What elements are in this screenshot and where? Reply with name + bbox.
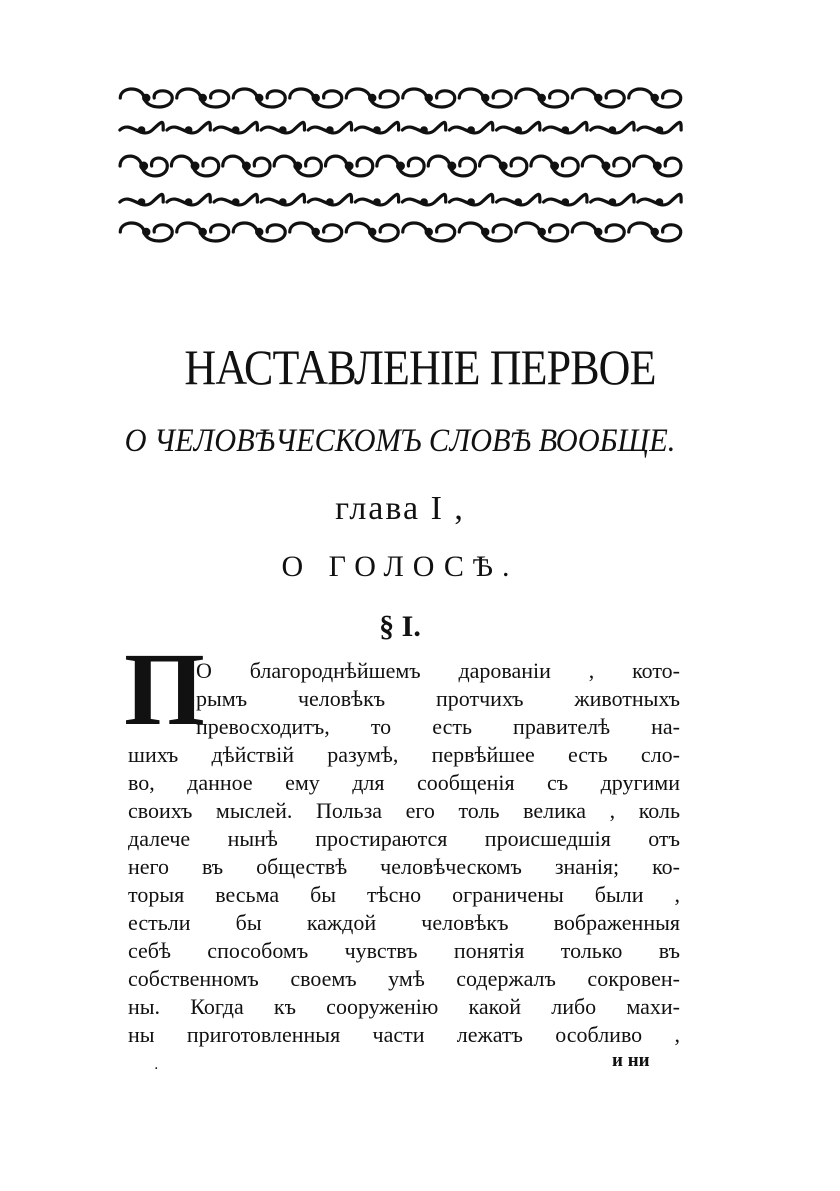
ornament-dot — [652, 229, 657, 234]
text-line: собственномъ своемъ умѣ содержалъ сокровен- — [128, 966, 680, 991]
ornament-dot — [610, 128, 614, 132]
drop-cap: П — [124, 632, 205, 747]
chapter-heading: глава I , — [335, 490, 465, 527]
ornament-dot — [483, 229, 488, 234]
ornament-dot — [313, 95, 318, 100]
ornament-dot — [233, 128, 237, 132]
printer-mark: . — [154, 1057, 159, 1073]
ornament-dot — [281, 128, 285, 132]
ornament-dot — [422, 128, 426, 132]
ornament-dot — [596, 95, 601, 100]
text-line: него въ обществѣ человѣческомъ знанія; ко- — [128, 854, 680, 879]
ornament-dot — [652, 95, 657, 100]
ornament-dot — [313, 229, 318, 234]
ornament-dot — [144, 229, 149, 234]
ornament-dot — [657, 200, 661, 204]
ornament-dot — [426, 95, 431, 100]
text-line: О благороднѣйшемъ дарованіи , кото- — [196, 658, 680, 683]
ornament-dot — [422, 200, 426, 204]
ornament-dot — [139, 200, 143, 204]
ornament-dot — [539, 229, 544, 234]
ornament-dot — [563, 128, 567, 132]
ornament-dot — [186, 200, 190, 204]
text-line: себѣ способомъ чувствъ понятія только въ — [128, 938, 680, 963]
chapter-title: О ГОЛОСѢ. — [281, 550, 519, 583]
catchword: и ни — [612, 1050, 650, 1071]
text-line: естьли бы каждой человѣкъ вображенныя — [128, 910, 680, 935]
text-line: далече нынѣ простираются происшедшія отъ — [128, 826, 680, 851]
ornament-dot — [295, 163, 301, 169]
ornament-dot — [610, 200, 614, 204]
text-line: рымъ человѣкъ протчихъ животныхъ — [196, 686, 680, 711]
ornament-dot — [139, 128, 143, 132]
ornament-dot — [516, 200, 520, 204]
ornament-dot — [539, 95, 544, 100]
ornament-dot — [469, 128, 473, 132]
ornament-dot — [328, 200, 332, 204]
ornament-dot — [200, 229, 205, 234]
ornament-dot — [500, 163, 506, 169]
ornament-dot — [141, 163, 147, 169]
ornament-dot — [426, 229, 431, 234]
ornament-dot — [257, 229, 262, 234]
ornament-dot — [449, 163, 455, 169]
ornament-dot — [144, 95, 149, 100]
ornament-dot — [483, 95, 488, 100]
ornament-dot — [281, 200, 285, 204]
ornament-dot — [552, 163, 558, 169]
lesson-subtitle: О ЧЕЛОВѢЧЕСКОМЪ СЛОВѢ ВООБЩЕ. — [124, 423, 676, 459]
ornament-dot — [398, 163, 404, 169]
ornament-dot — [603, 163, 609, 169]
ornament-dot — [654, 163, 660, 169]
ornament-dot — [657, 128, 661, 132]
ornament-dot — [370, 229, 375, 234]
section-number: § I. — [379, 610, 421, 643]
ornament-dot — [192, 163, 198, 169]
text-line: торыя весьма бы тѣсно ограничены были , — [128, 882, 680, 907]
ornament-dot — [375, 128, 379, 132]
ornament-dot — [233, 200, 237, 204]
ornament-dot — [186, 128, 190, 132]
ornament-dot — [370, 95, 375, 100]
text-line: шихъ дѣйствій разумѣ, первѣйшее есть сло- — [128, 742, 680, 767]
text-line: ны приготовленныя части лежатъ особливо , — [128, 1022, 680, 1047]
ornament-dot — [469, 200, 473, 204]
ornament-dot — [257, 95, 262, 100]
ornament-dot — [328, 128, 332, 132]
header-ornament — [118, 80, 683, 252]
ornament-dot — [346, 163, 352, 169]
ornament-dot — [375, 200, 379, 204]
lesson-title: НАСТАВЛЕНІЕ ПЕРВОЕ — [184, 339, 656, 395]
text-line: ны. Когда къ сооруженію какой либо махи- — [128, 994, 680, 1019]
ornament-dot — [516, 128, 520, 132]
ornament-dot — [563, 200, 567, 204]
text-line: превосходитъ, то есть правителѣ на- — [196, 714, 680, 739]
text-line: своихъ мыслей. Польза его толь велика , коль — [128, 798, 680, 823]
ornament-dot — [244, 163, 250, 169]
ornament-dot — [596, 229, 601, 234]
ornament-dot — [200, 95, 205, 100]
text-line: во, данное ему для сообщенія съ другими — [128, 770, 680, 795]
